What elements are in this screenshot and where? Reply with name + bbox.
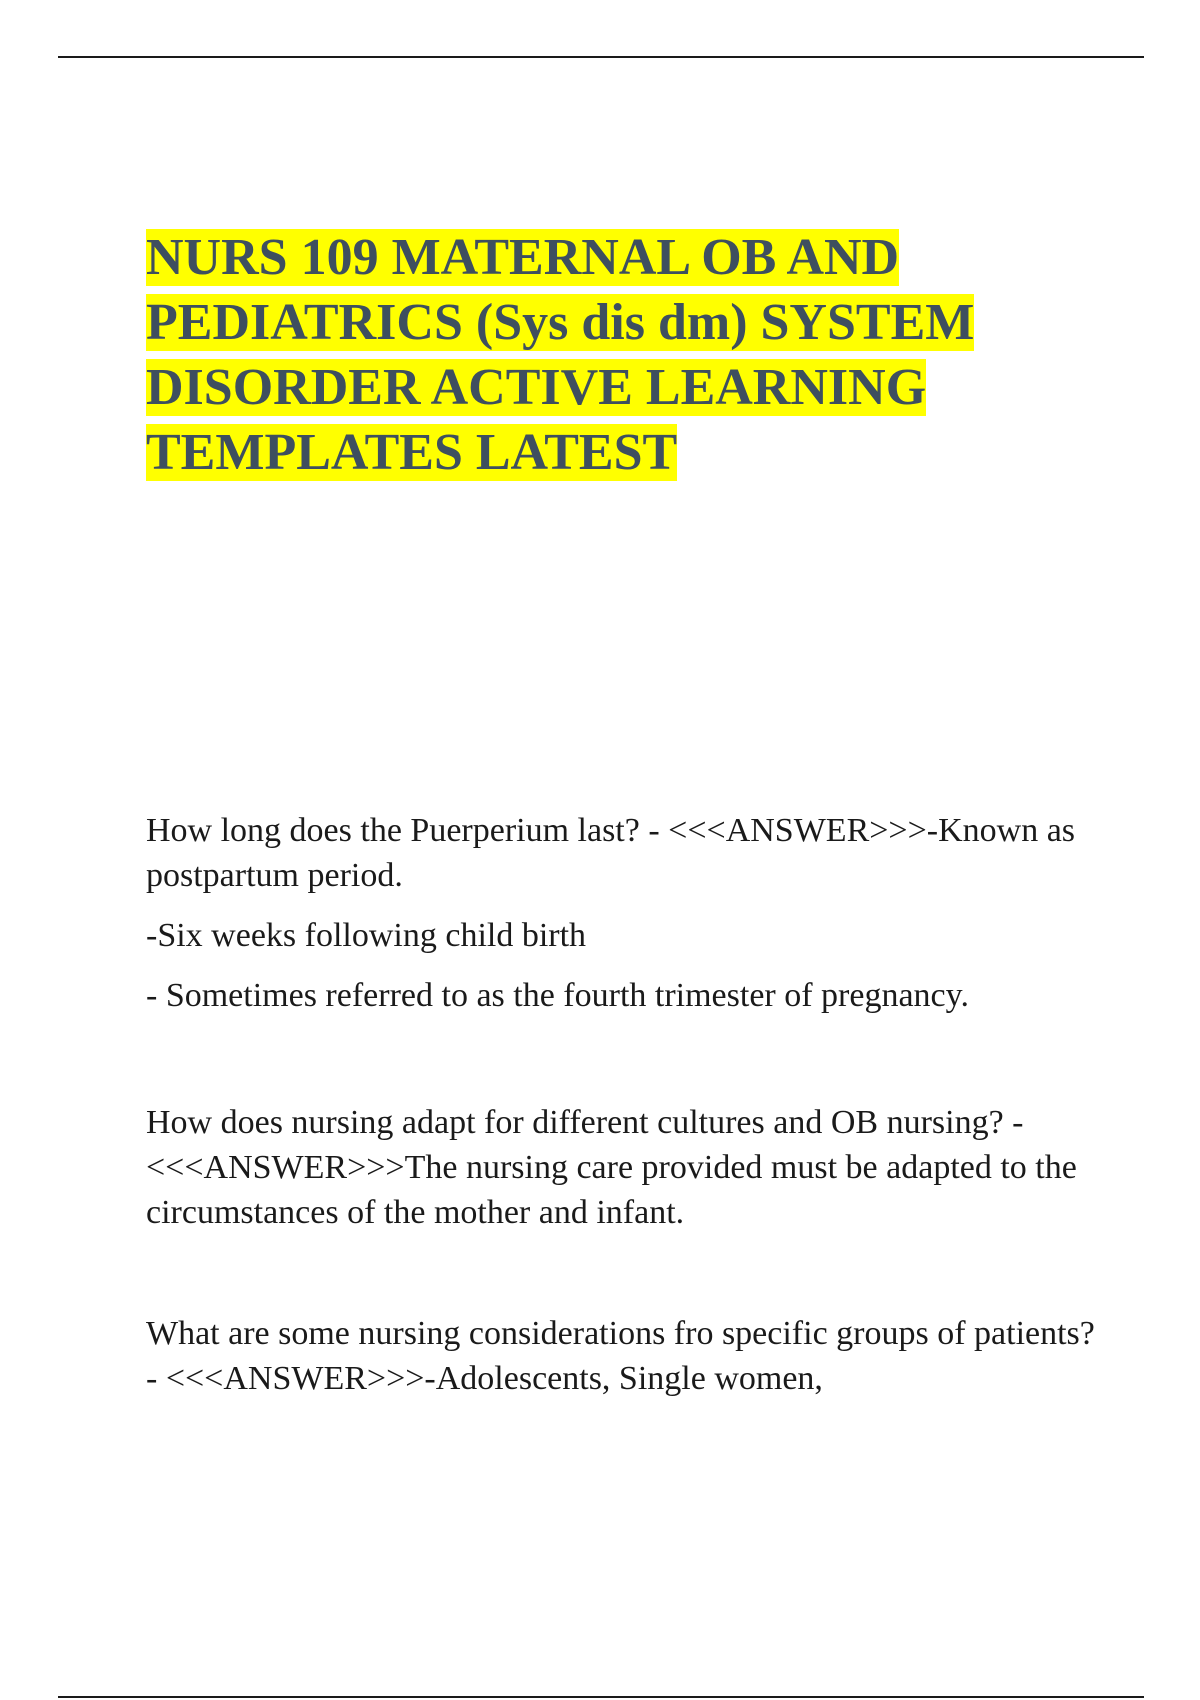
qa-item-puerperium <box>146 808 1106 1033</box>
qa-answer-line: - Sometimes referred to as the fourth trimester of pregnancy. <box>146 977 969 1014</box>
qa-question-answer: How long does the Puerperium last? - <<<ANSWER>>>-Known as postpartum period. <box>146 812 1076 894</box>
document-title-text: NURS 109 MATERNAL OB AND PEDIATRICS (Sys dis dm) SYSTEM DISORDER ACTIVE LEARNING TEMPLATES LATEST <box>146 229 975 481</box>
qa-item-cultures <box>146 1100 1106 1250</box>
bottom-rule <box>58 1696 1144 1698</box>
qa-question-answer: What are some nursing considerations fro specific groups of patients? - <<<ANSWER>>>-Adolescents, Single women, <box>146 1315 1095 1397</box>
qa-item-considerations <box>146 1311 1106 1416</box>
document-title <box>146 225 1006 485</box>
top-rule <box>58 56 1144 58</box>
qa-answer-line: -Six weeks following child birth <box>146 917 587 954</box>
qa-question-answer: How does nursing adapt for different cultures and OB nursing? - <<<ANSWER>>>The nursing care provided must be adapted to the circumstances of the mother and infant. <box>146 1104 1077 1231</box>
